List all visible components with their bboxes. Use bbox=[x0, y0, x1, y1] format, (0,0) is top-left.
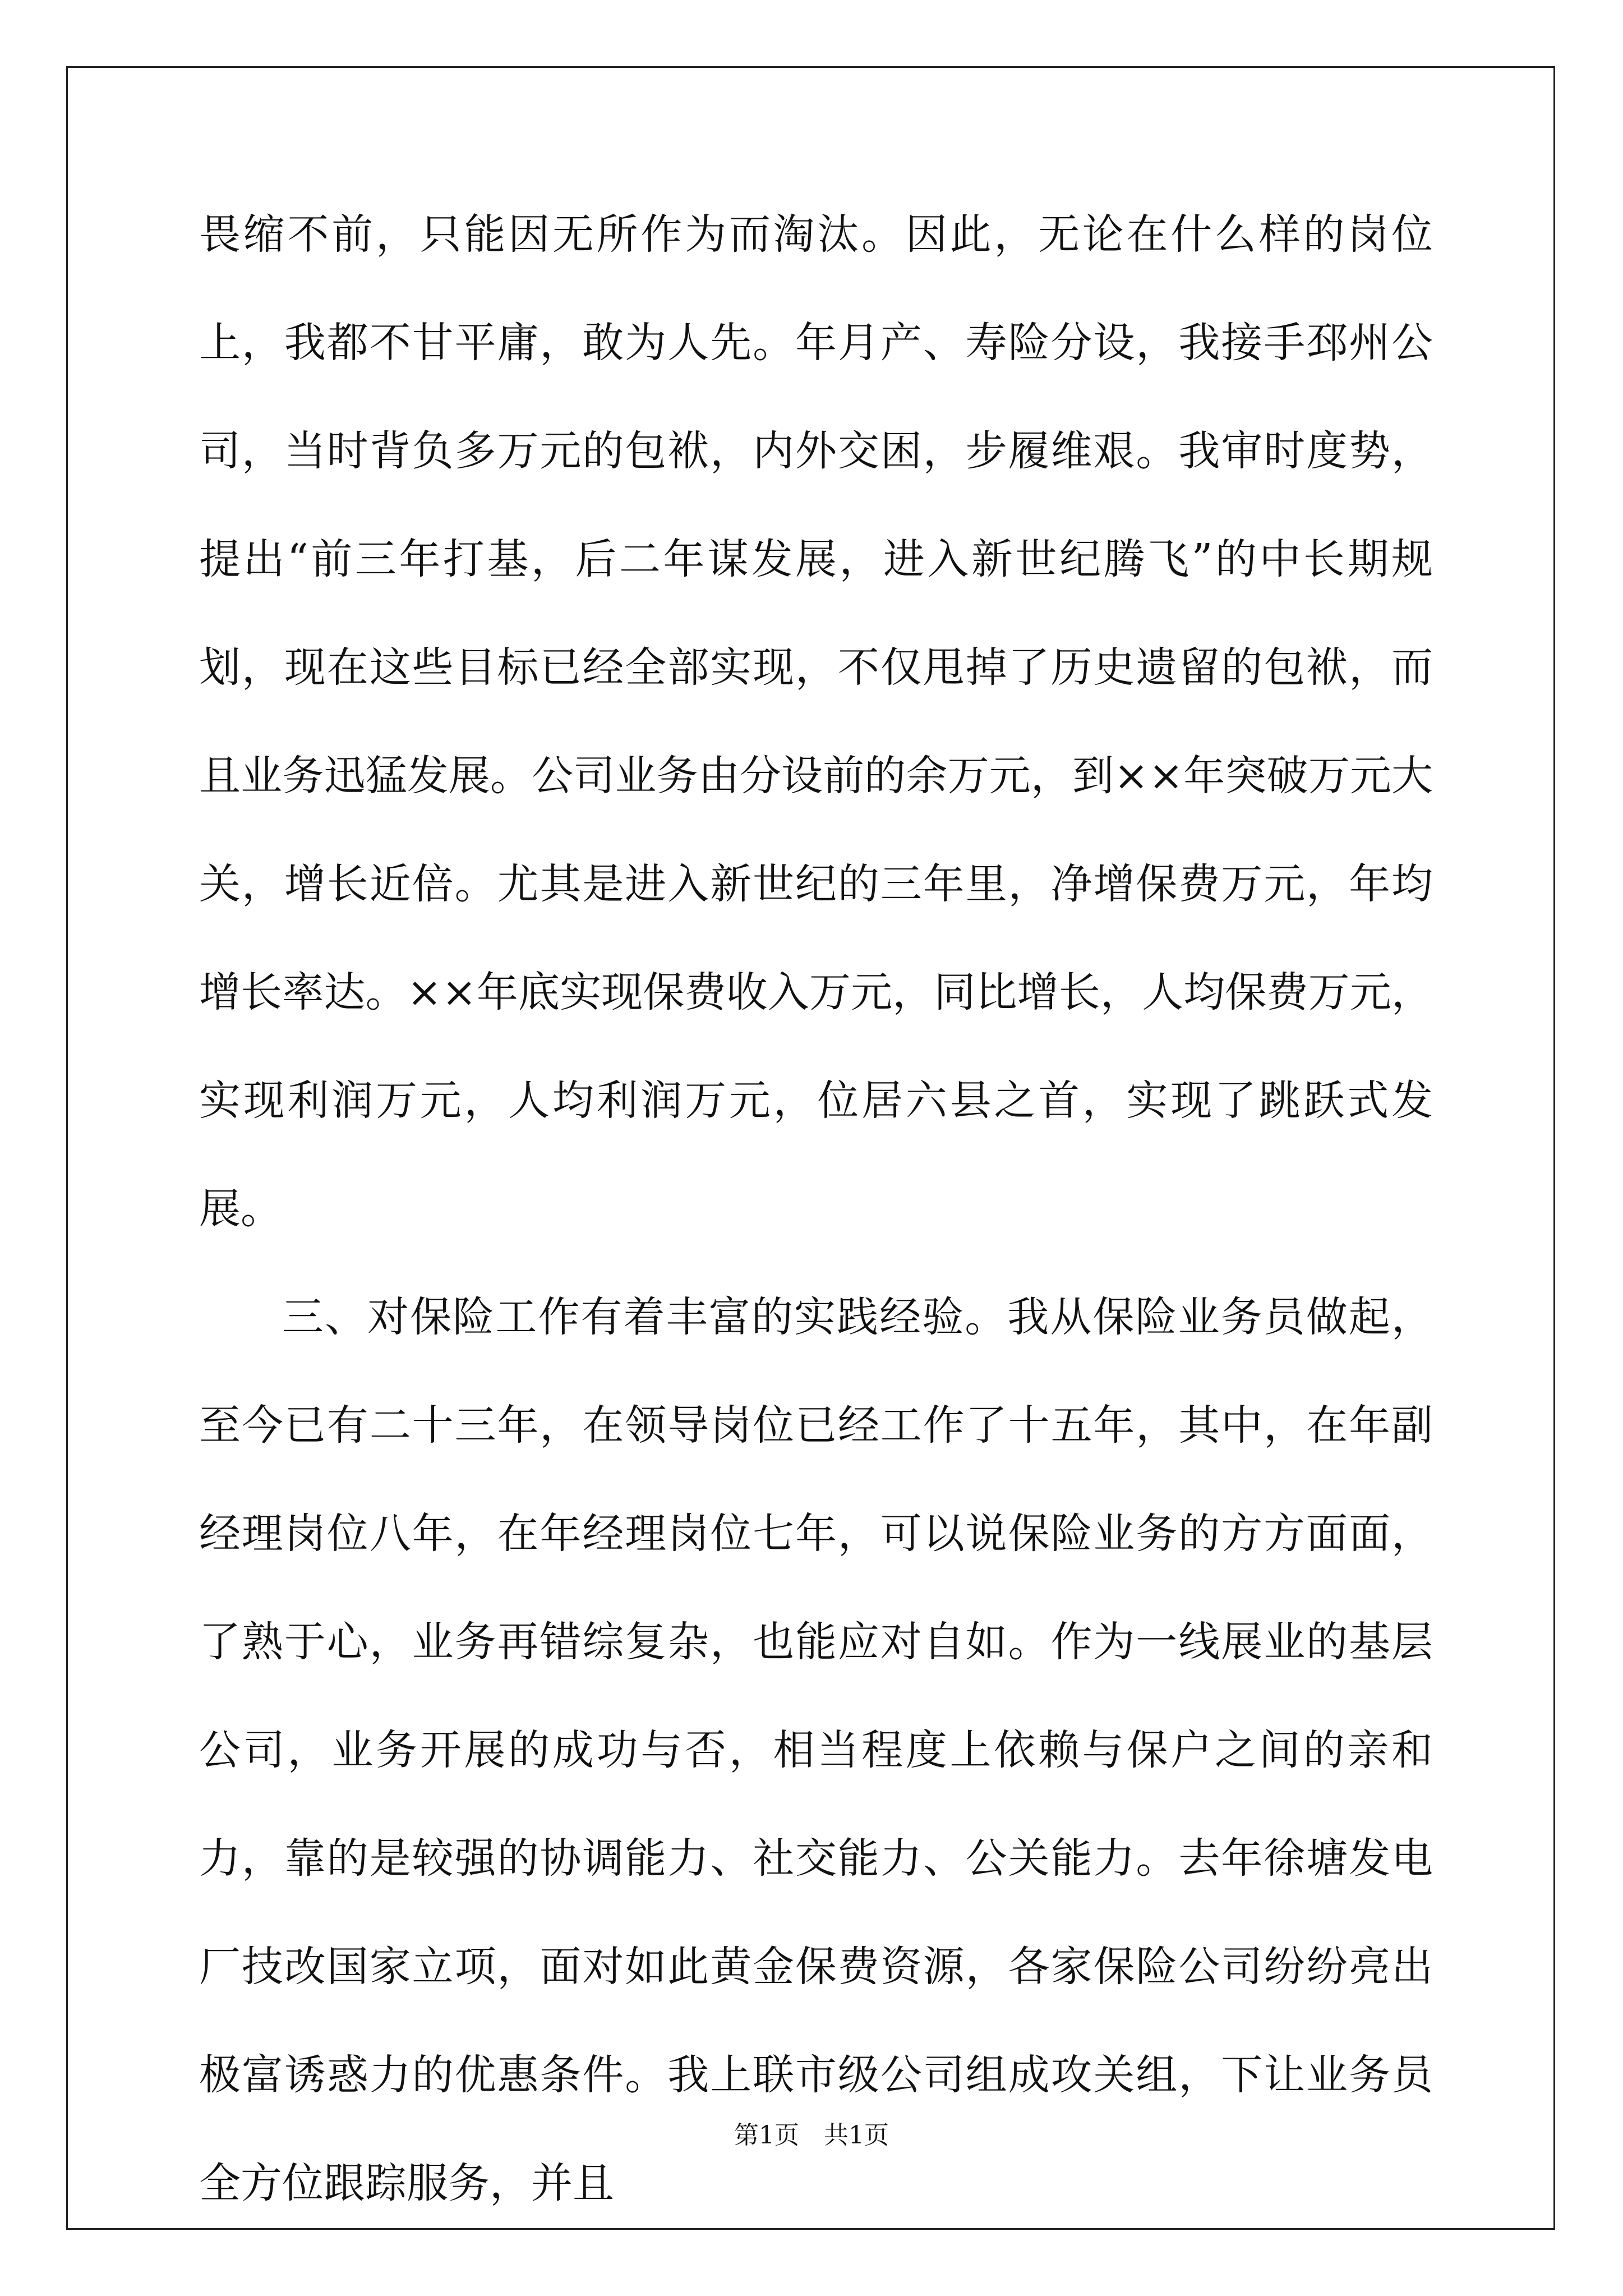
paragraph-1: 畏缩不前，只能因无所作为而淘汰。因此，无论在什么样的岗位上，我都不甘平庸，敢为人先。年月产、寿险分设，我接手邳州公司，当时背负多万元的包袱，内外交困，步履维艰。我审时度势，提出“前三年打基，后二年谋发展，进入新世纪腾飞”的中长期规划，现在这些目标已经全部实现，不仅甩掉了历史遗留的包袱，而且业务迅猛发展。公司业务由分设前的余万元，到××年突破万元大关，增长近倍。尤其是进入新世纪的三年里，净增保费万元，年均增长率达。××年底实现保费收入万元，同比增长，人均保费万元，实现利润万元，人均利润万元，位居六县之首，实现了跳跃式发展。 bbox=[199, 210, 1433, 1233]
paragraph-2: 三、对保险工作有着丰富的实践经验。我从保险业务员做起，至今已有二十三年，在领导岗位已经工作了十五年，其中，在年副经理岗位八年，在年经理岗位七年，可以说保险业务的方方面面，了熟于心，业务再错综复杂，也能应对自如。作为一线展业的基层公司，业务开展的成功与否，相当程度上依赖与保户之间的亲和力，靠的是较强的协调能力、社交能力、公关能力。去年徐塘发电厂技改国家立项，面对如此黄金保费资源，各家保险公司纷纷亮出极富诱惑力的优惠条件。我上联市级公司组成攻关组，下让业务员全方位跟踪服务，并且 bbox=[199, 1293, 1433, 2207]
document-body bbox=[199, 181, 1433, 2238]
page-footer: 第1页 共1页 bbox=[734, 2121, 889, 2150]
